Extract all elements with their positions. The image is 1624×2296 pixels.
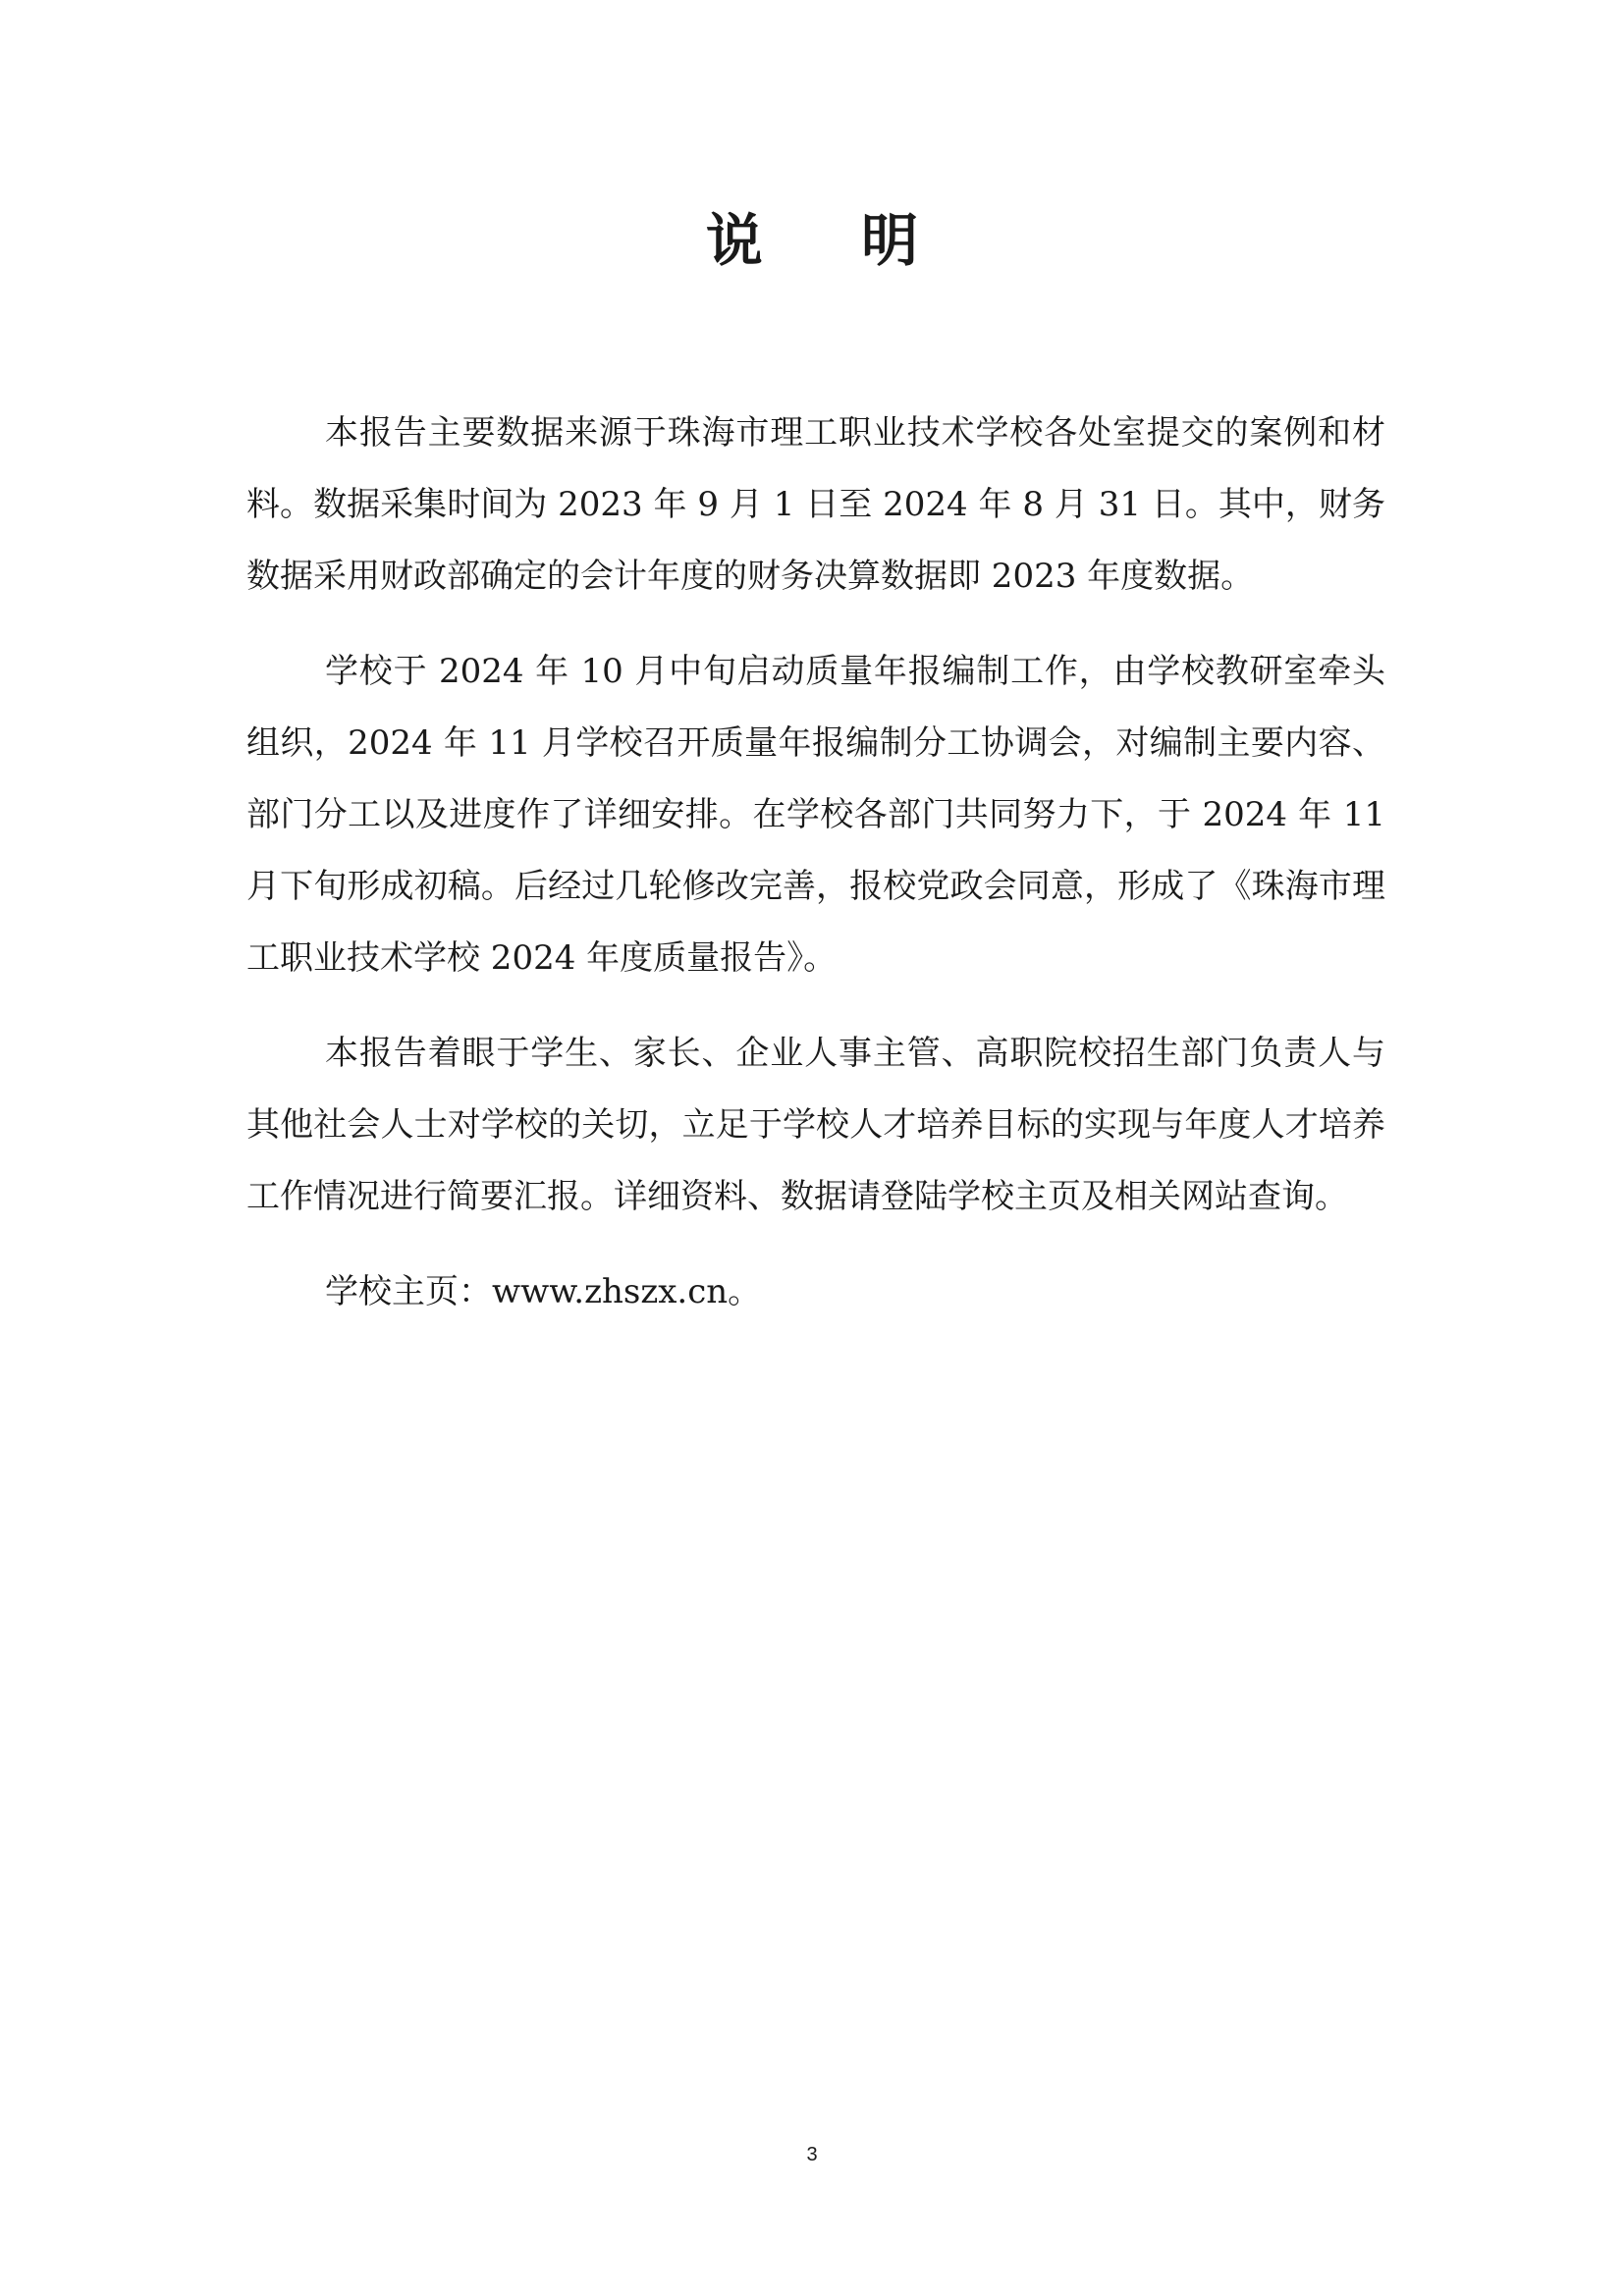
paragraph-compilation-process: 学校于 2024 年 10 月中旬启动质量年报编制工作，由学校教研室牵头组织，2024 年 11 月学校召开质量年报编制分工协调会，对编制主要内容、部门分工以及进度作了详细安排。在学校各部门共同努力下，于 2024 年 11 月下旬形成初稿。后经过几轮修改完善，报校党政会同意，形成了《珠海市理工职业技术学校 2024 年度质量报告》。 [246,652,1385,978]
body-text [246,398,1385,1352]
paragraph-report-focus: 本报告着眼于学生、家长、企业人事主管、高职院校招生部门负责人与其他社会人士对学校的关切，立足于学校人才培养目标的实现与年度人才培养工作情况进行简要汇报。详细资料、数据请登陆学校主页及相关网站查询。 [246,1034,1385,1216]
paragraph-school-homepage: 学校主页：www.zhszx.cn。 [325,1272,762,1311]
page-title: 说 明 [705,207,958,274]
paragraph-data-source: 本报告主要数据来源于珠海市理工职业技术学校各处室提交的案例和材料。数据采集时间为 2023 年 9 月 1 日至 2024 年 8 月 31 日。其中，财务数据采用财政部确定的会计年度的财务决算数据即 2023 年度数据。 [246,413,1385,596]
page-number: 3 [806,2144,818,2165]
